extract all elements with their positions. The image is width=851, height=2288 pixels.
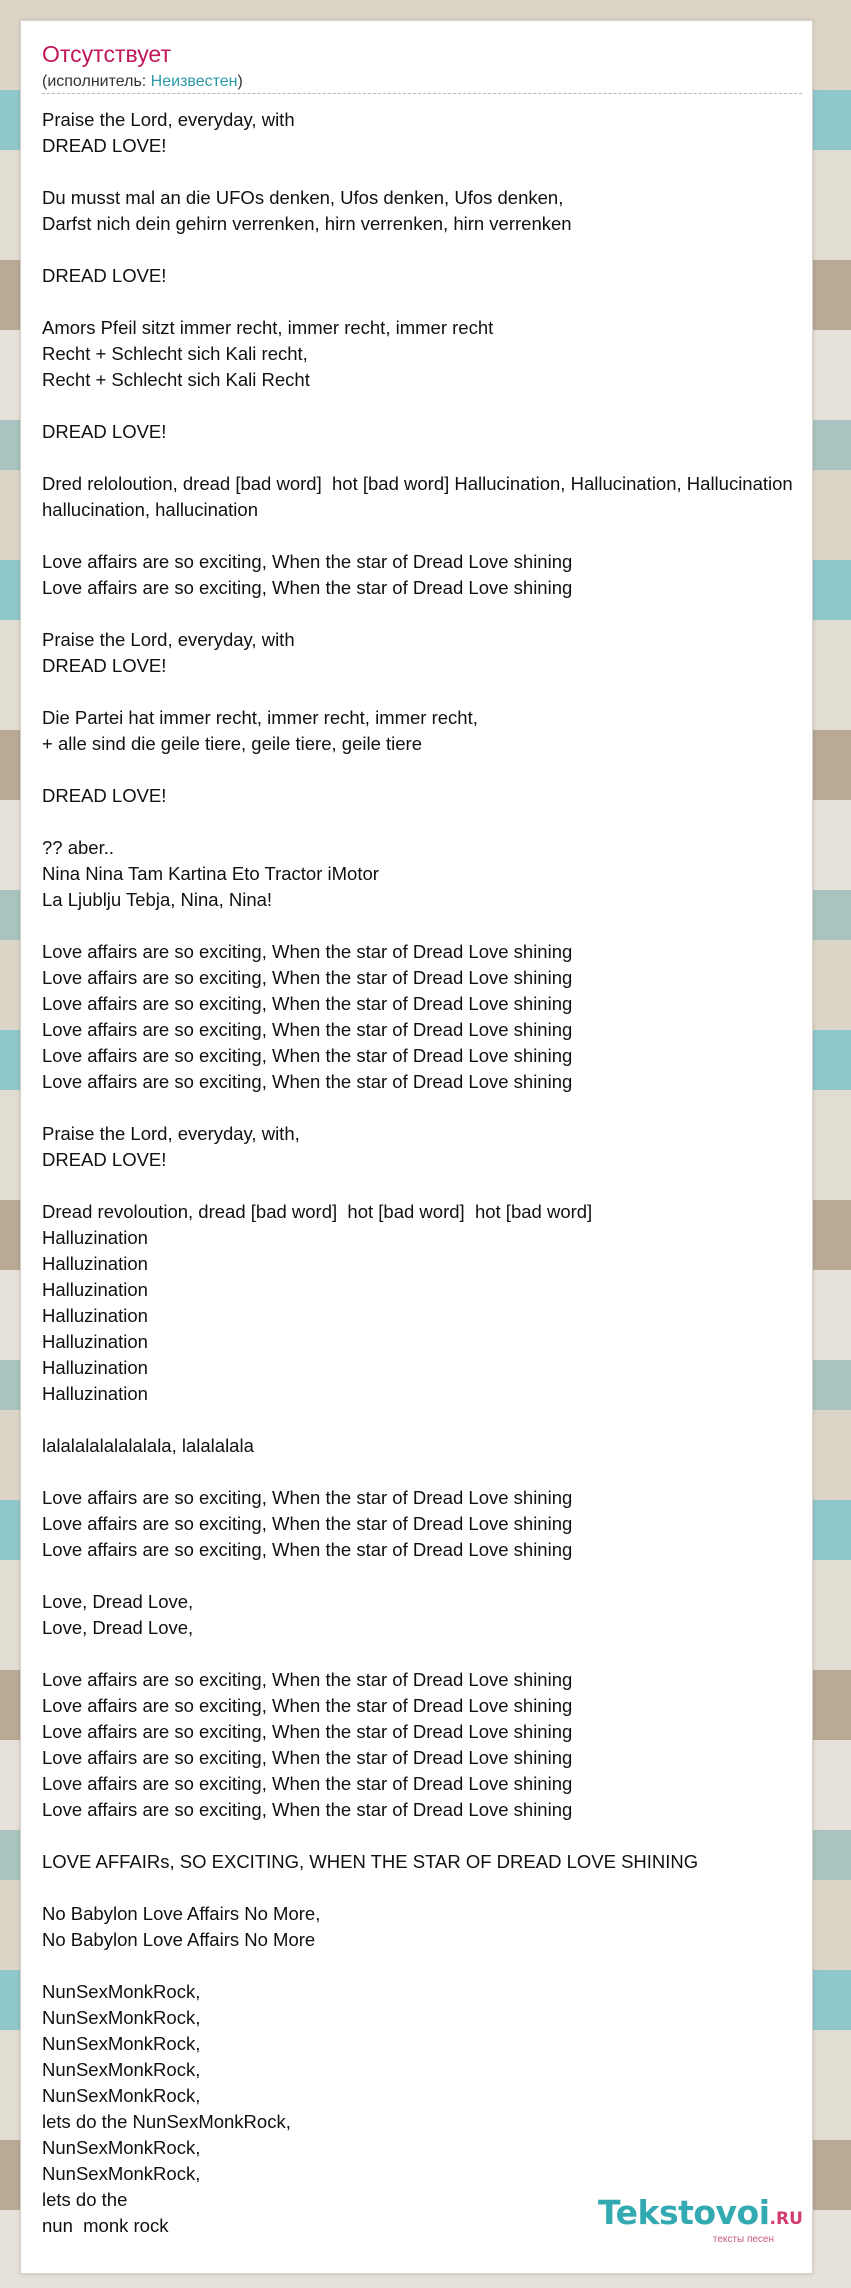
lyrics-blank-line — [42, 1407, 813, 1433]
lyrics-blank-line — [42, 393, 813, 419]
lyrics-line: Praise the Lord, everyday, with, — [42, 1123, 300, 1144]
lyrics-line: Recht + Schlecht sich Kali Recht — [42, 369, 310, 390]
lyrics-line: NunSexMonkRock, — [42, 2137, 201, 2158]
lyrics-line: NunSexMonkRock, — [42, 2059, 201, 2080]
lyrics-line: lets do the NunSexMonkRock, — [42, 2111, 291, 2132]
lyrics-line: Love affairs are so exciting, When the star of Dread Love shining — [42, 941, 573, 962]
lyrics-line: Love affairs are so exciting, When the star of Dread Love shining — [42, 1071, 573, 1092]
lyrics-line: Love affairs are so exciting, When the star of Dread Love shining — [42, 1721, 573, 1742]
lyrics-body — [42, 107, 813, 2239]
lyrics-line: Love affairs are so exciting, When the star of Dread Love shining — [42, 1539, 573, 1560]
lyrics-line: Dread revoloution, dread [bad word] hot [bad word] hot [bad word] — [42, 1201, 593, 1222]
lyrics-line: La Ljublju Tebja, Nina, Nina! — [42, 889, 273, 910]
lyrics-line: Halluzination — [42, 1331, 148, 1352]
lyrics-blank-line — [42, 1953, 813, 1979]
lyrics-line: Darfst nich dein gehirn verrenken, hirn verrenken, hirn verrenken — [42, 213, 572, 234]
artist-line — [42, 73, 243, 91]
lyrics-line: Love affairs are so exciting, When the star of Dread Love shining — [42, 967, 573, 988]
lyrics-blank-line — [42, 523, 813, 549]
lyrics-blank-line — [42, 237, 813, 263]
song-title: Отсутствует — [42, 41, 171, 67]
lyrics-blank-line — [42, 289, 813, 315]
lyrics-line: Dred reloloution, dread [bad word] hot [bad word] Hallucination, Hallucination, Hallucination — [42, 473, 793, 494]
lyrics-blank-line — [42, 1459, 813, 1485]
lyrics-line: Halluzination — [42, 1383, 148, 1404]
lyrics-line: Halluzination — [42, 1305, 148, 1326]
lyrics-line: Praise the Lord, everyday, with — [42, 629, 295, 650]
lyrics-blank-line — [42, 1823, 813, 1849]
lyrics-line: Halluzination — [42, 1227, 148, 1248]
lyrics-line: DREAD LOVE! — [42, 421, 167, 442]
lyrics-line: Love affairs are so exciting, When the star of Dread Love shining — [42, 993, 573, 1014]
logo-tagline: тексты песен — [712, 2234, 774, 2245]
lyrics-line: NunSexMonkRock, — [42, 2085, 201, 2106]
lyrics-line: Love, Dread Love, — [42, 1591, 194, 1612]
lyrics-line: nun monk rock — [42, 2215, 169, 2236]
artist-link[interactable]: Неизвестен — [150, 73, 238, 90]
header-divider — [42, 93, 802, 94]
lyrics-line: DREAD LOVE! — [42, 265, 167, 286]
lyrics-blank-line — [42, 1563, 813, 1589]
lyrics-line: NunSexMonkRock, — [42, 2163, 201, 2184]
lyrics-blank-line — [42, 1173, 813, 1199]
lyrics-line: No Babylon Love Affairs No More, — [42, 1903, 321, 1924]
lyrics-line: Halluzination — [42, 1279, 148, 1300]
lyrics-line: Love affairs are so exciting, When the star of Dread Love shining — [42, 1045, 573, 1066]
lyrics-line: Nina Nina Tam Kartina Eto Tractor iMotor — [42, 863, 379, 884]
lyrics-line: DREAD LOVE! — [42, 785, 167, 806]
lyrics-card — [20, 20, 813, 2274]
lyrics-blank-line — [42, 1095, 813, 1121]
lyrics-line: DREAD LOVE! — [42, 1149, 167, 1170]
lyrics-blank-line — [42, 1875, 813, 1901]
lyrics-line: lets do the — [42, 2189, 128, 2210]
lyrics-line: Love affairs are so exciting, When the star of Dread Love shining — [42, 1695, 573, 1716]
lyrics-blank-line — [42, 679, 813, 705]
lyrics-line: Love affairs are so exciting, When the star of Dread Love shining — [42, 1513, 573, 1534]
lyrics-line: Love affairs are so exciting, When the star of Dread Love shining — [42, 1773, 573, 1794]
lyrics-line: Love affairs are so exciting, When the star of Dread Love shining — [42, 551, 573, 572]
lyrics-blank-line — [42, 445, 813, 471]
lyrics-line: NunSexMonkRock, — [42, 1981, 201, 2002]
lyrics-blank-line — [42, 1641, 813, 1667]
lyrics-line: No Babylon Love Affairs No More — [42, 1929, 316, 1950]
lyrics-line: DREAD LOVE! — [42, 135, 167, 156]
lyrics-line: Love affairs are so exciting, When the star of Dread Love shining — [42, 1799, 573, 1820]
lyrics-line: NunSexMonkRock, — [42, 2007, 201, 2028]
lyrics-line: DREAD LOVE! — [42, 655, 167, 676]
lyrics-line: Die Partei hat immer recht, immer recht, immer recht, — [42, 707, 478, 728]
lyrics-line: Love, Dread Love, — [42, 1617, 194, 1638]
lyrics-line: Amors Pfeil sitzt immer recht, immer recht, immer recht — [42, 317, 494, 338]
lyrics-line: Love affairs are so exciting, When the star of Dread Love shining — [42, 1747, 573, 1768]
lyrics-line: lalalalalalalalala, lalalalala — [42, 1435, 254, 1456]
lyrics-line: hallucination, hallucination — [42, 499, 258, 520]
lyrics-line: LOVE AFFAIRs, SO EXCITING, WHEN THE STAR OF DREAD LOVE SHINING — [42, 1851, 699, 1872]
lyrics-line: Love affairs are so exciting, When the star of Dread Love shining — [42, 1669, 573, 1690]
artist-suffix: ) — [237, 73, 243, 90]
lyrics-line: Halluzination — [42, 1357, 148, 1378]
lyrics-line: + alle sind die geile tiere, geile tiere, geile tiere — [42, 733, 422, 754]
lyrics-line: Praise the Lord, everyday, with — [42, 109, 295, 130]
lyrics-line: ?? aber.. — [42, 837, 115, 858]
lyrics-line: Love affairs are so exciting, When the star of Dread Love shining — [42, 1487, 573, 1508]
lyrics-line: NunSexMonkRock, — [42, 2033, 201, 2054]
lyrics-line: Love affairs are so exciting, When the star of Dread Love shining — [42, 1019, 573, 1040]
lyrics-blank-line — [42, 913, 813, 939]
lyrics-line: Recht + Schlecht sich Kali recht, — [42, 343, 308, 364]
artist-prefix: (исполнитель: — [42, 73, 151, 90]
site-logo[interactable] — [598, 2193, 803, 2246]
logo-name: Tekstovoi — [598, 2193, 770, 2232]
lyrics-line: Halluzination — [42, 1253, 148, 1274]
lyrics-line: Love affairs are so exciting, When the star of Dread Love shining — [42, 577, 573, 598]
lyrics-blank-line — [42, 601, 813, 627]
lyrics-blank-line — [42, 809, 813, 835]
lyrics-blank-line — [42, 757, 813, 783]
lyrics-line: Du musst mal an die UFOs denken, Ufos denken, Ufos denken, — [42, 187, 564, 208]
lyrics-blank-line — [42, 159, 813, 185]
logo-tld: .RU — [769, 2209, 803, 2229]
